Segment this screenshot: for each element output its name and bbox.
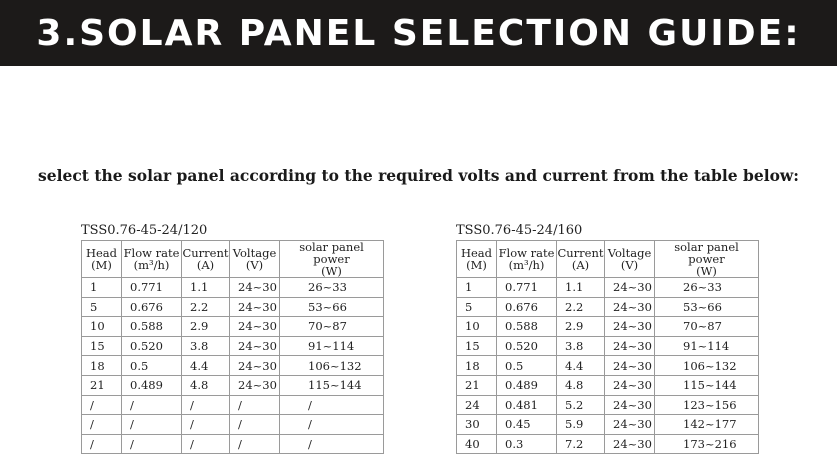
power-cell: 91~114 [655, 336, 759, 356]
header-text: Head [85, 246, 118, 260]
flow-rate-header [122, 241, 182, 278]
flow-rate-cell: 0.5 [497, 356, 557, 376]
voltage-cell: 24~30 [230, 317, 280, 337]
selection-table [456, 240, 759, 454]
head-cell: 15 [82, 336, 122, 356]
table-block-120 [81, 222, 384, 454]
current-cell: 5.2 [557, 395, 605, 415]
flow-rate-cell: 0.489 [497, 375, 557, 395]
flow-rate-cell: 0.520 [497, 336, 557, 356]
table-row [82, 395, 384, 415]
power-cell: 70~87 [280, 317, 384, 337]
current-cell: 4.8 [182, 375, 230, 395]
table-block-160 [456, 222, 759, 454]
header-text: solar panel power [299, 240, 364, 266]
voltage-cell: 24~30 [605, 297, 655, 317]
power-cell: 106~132 [280, 356, 384, 376]
current-cell: 2.9 [182, 317, 230, 337]
flow-rate-cell: 0.489 [122, 375, 182, 395]
selection-table [81, 240, 384, 454]
current-cell: 4.4 [557, 356, 605, 376]
model-label: TSS0.76-45-24/160 [456, 223, 583, 238]
header-text: (M) [91, 258, 112, 272]
header-text: (V) [620, 258, 639, 272]
current-header [182, 241, 230, 278]
header-text: (V) [245, 258, 264, 272]
table-row [82, 278, 384, 298]
power-cell: 173~216 [655, 434, 759, 454]
table-row [457, 375, 759, 395]
table-row [457, 395, 759, 415]
flow-rate-cell: 0.588 [497, 317, 557, 337]
head-cell: 21 [457, 375, 497, 395]
voltage-cell: 24~30 [230, 356, 280, 376]
flow-rate-cell: 0.676 [122, 297, 182, 317]
header-text: solar panel power [674, 240, 739, 266]
flow-rate-cell: 0.771 [122, 278, 182, 298]
head-cell: / [82, 434, 122, 454]
voltage-header [230, 241, 280, 278]
table-header-row [82, 241, 384, 278]
flow-rate-cell: / [122, 434, 182, 454]
head-header [457, 241, 497, 278]
power-cell: 123~156 [655, 395, 759, 415]
head-cell: 10 [457, 317, 497, 337]
header-text: (m³/h) [133, 258, 170, 272]
voltage-cell: 24~30 [605, 278, 655, 298]
current-cell: 4.8 [557, 375, 605, 395]
header-text: (M) [466, 258, 487, 272]
table-row [457, 434, 759, 454]
head-cell: 15 [457, 336, 497, 356]
voltage-cell: 24~30 [230, 297, 280, 317]
flow-rate-cell: 0.520 [122, 336, 182, 356]
power-cell: 53~66 [280, 297, 384, 317]
head-cell: 24 [457, 395, 497, 415]
flow-rate-cell: / [122, 415, 182, 435]
flow-rate-cell: 0.771 [497, 278, 557, 298]
head-cell: 5 [457, 297, 497, 317]
table-header-row [457, 241, 759, 278]
header-text: Current [557, 246, 604, 260]
head-cell: 5 [82, 297, 122, 317]
current-cell: 2.2 [182, 297, 230, 317]
title-banner [0, 0, 837, 66]
voltage-cell: 24~30 [605, 356, 655, 376]
head-cell: 40 [457, 434, 497, 454]
table-row [82, 336, 384, 356]
table-row [457, 415, 759, 435]
flow-rate-cell: 0.5 [122, 356, 182, 376]
header-text: Head [460, 246, 493, 260]
head-cell: / [82, 415, 122, 435]
table-row [82, 297, 384, 317]
voltage-cell: 24~30 [605, 375, 655, 395]
power-cell: / [280, 395, 384, 415]
voltage-header [605, 241, 655, 278]
table-row [82, 317, 384, 337]
power-cell: 106~132 [655, 356, 759, 376]
flow-rate-cell: 0.481 [497, 395, 557, 415]
voltage-cell: 24~30 [605, 395, 655, 415]
voltage-cell: / [230, 434, 280, 454]
head-cell: 21 [82, 375, 122, 395]
current-cell: 5.9 [557, 415, 605, 435]
table-row [457, 317, 759, 337]
voltage-cell: / [230, 395, 280, 415]
header-text: Flow rate [498, 246, 555, 260]
flow-rate-cell: 0.588 [122, 317, 182, 337]
flow-rate-cell: 0.676 [497, 297, 557, 317]
power-cell: 91~114 [280, 336, 384, 356]
page-title: 3.SOLAR PANEL SELECTION GUIDE: [36, 12, 801, 54]
head-cell: 18 [82, 356, 122, 376]
current-cell: / [182, 415, 230, 435]
power-cell: 70~87 [655, 317, 759, 337]
table-row [457, 278, 759, 298]
voltage-cell: 24~30 [605, 434, 655, 454]
current-cell: 7.2 [557, 434, 605, 454]
current-cell: 3.8 [557, 336, 605, 356]
head-cell: 18 [457, 356, 497, 376]
voltage-cell: 24~30 [605, 415, 655, 435]
flow-rate-header [497, 241, 557, 278]
header-text: Flow rate [123, 246, 180, 260]
voltage-cell: 24~30 [230, 278, 280, 298]
power-cell: 115~144 [655, 375, 759, 395]
instruction-text: select the solar panel according to the required volts and current from the table below: [37, 166, 799, 185]
power-cell: / [280, 415, 384, 435]
power-cell: 26~33 [655, 278, 759, 298]
table-row [82, 356, 384, 376]
flow-rate-cell: / [122, 395, 182, 415]
table-row [82, 375, 384, 395]
current-cell: / [182, 434, 230, 454]
head-cell: 10 [82, 317, 122, 337]
voltage-cell: 24~30 [605, 317, 655, 337]
header-text: (A) [571, 258, 590, 272]
voltage-cell: 24~30 [230, 375, 280, 395]
power-cell: 142~177 [655, 415, 759, 435]
power-header [280, 241, 384, 278]
current-cell: 1.1 [182, 278, 230, 298]
power-cell: 115~144 [280, 375, 384, 395]
header-text: (m³/h) [508, 258, 545, 272]
current-cell: 2.2 [557, 297, 605, 317]
flow-rate-cell: 0.45 [497, 415, 557, 435]
table-row [82, 415, 384, 435]
head-cell: 1 [82, 278, 122, 298]
power-cell: 26~33 [280, 278, 384, 298]
voltage-cell: / [230, 415, 280, 435]
header-text: Current [182, 246, 229, 260]
current-cell: 1.1 [557, 278, 605, 298]
head-cell: 30 [457, 415, 497, 435]
table-row [457, 297, 759, 317]
model-label: TSS0.76-45-24/120 [81, 223, 208, 238]
head-cell: / [82, 395, 122, 415]
table-row [457, 356, 759, 376]
table-row [82, 434, 384, 454]
power-header [655, 241, 759, 278]
current-cell: 4.4 [182, 356, 230, 376]
header-text: (W) [696, 264, 717, 278]
table-row [457, 336, 759, 356]
header-text: Voltage [232, 246, 277, 260]
current-cell: 3.8 [182, 336, 230, 356]
current-cell: 2.9 [557, 317, 605, 337]
head-header [82, 241, 122, 278]
head-cell: 1 [457, 278, 497, 298]
voltage-cell: 24~30 [605, 336, 655, 356]
header-text: Voltage [607, 246, 652, 260]
header-text: (W) [321, 264, 342, 278]
header-text: (A) [196, 258, 215, 272]
power-cell: 53~66 [655, 297, 759, 317]
current-header [557, 241, 605, 278]
power-cell: / [280, 434, 384, 454]
voltage-cell: 24~30 [230, 336, 280, 356]
current-cell: / [182, 395, 230, 415]
flow-rate-cell: 0.3 [497, 434, 557, 454]
